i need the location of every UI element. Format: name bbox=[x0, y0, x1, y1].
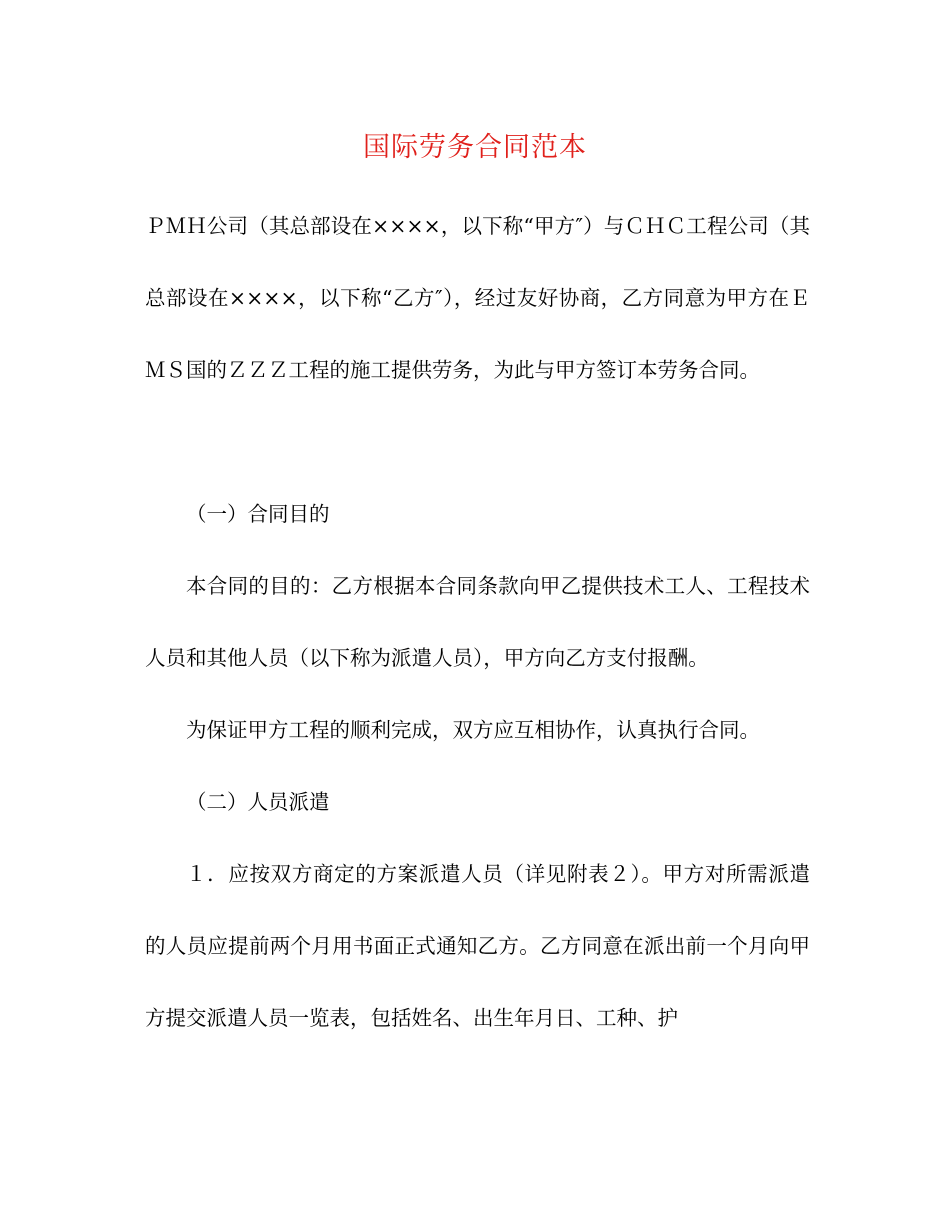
cooperation-paragraph: 为保证甲方工程的顺利完成，双方应互相协作，认真执行合同。 bbox=[186, 718, 760, 742]
section-heading-dispatch: （二）人员派遣 bbox=[186, 790, 330, 814]
section-heading-purpose: （一）合同目的 bbox=[186, 502, 330, 526]
document-title: 国际劳务合同范本 bbox=[363, 132, 587, 163]
intro-paragraph: ＰＭＨ公司（其总部设在××××，以下称“甲方″）与ＣＨＣ工程公司（其总部设在××××，以下称“乙方″），经过友好协商，乙方同意为甲方在ＥＭＳ国的ＺＺＺ工程的施工提供劳务，为此与甲方签订本劳务合同。 bbox=[145, 214, 810, 382]
dispatch-paragraph-1: １．应按双方商定的方案派遣人员（详见附表２）。甲方对所需派遣的人员应提前两个月用书面正式通知乙方。乙方同意在派出前一个月向甲方提交派遣人员一览表，包括姓名、出生年月日、工种、护 bbox=[145, 862, 810, 1030]
purpose-paragraph: 本合同的目的：乙方根据本合同条款向甲乙提供技术工人、工程技术人员和其他人员（以下称为派遣人员），甲方向乙方支付报酬。 bbox=[145, 574, 810, 670]
